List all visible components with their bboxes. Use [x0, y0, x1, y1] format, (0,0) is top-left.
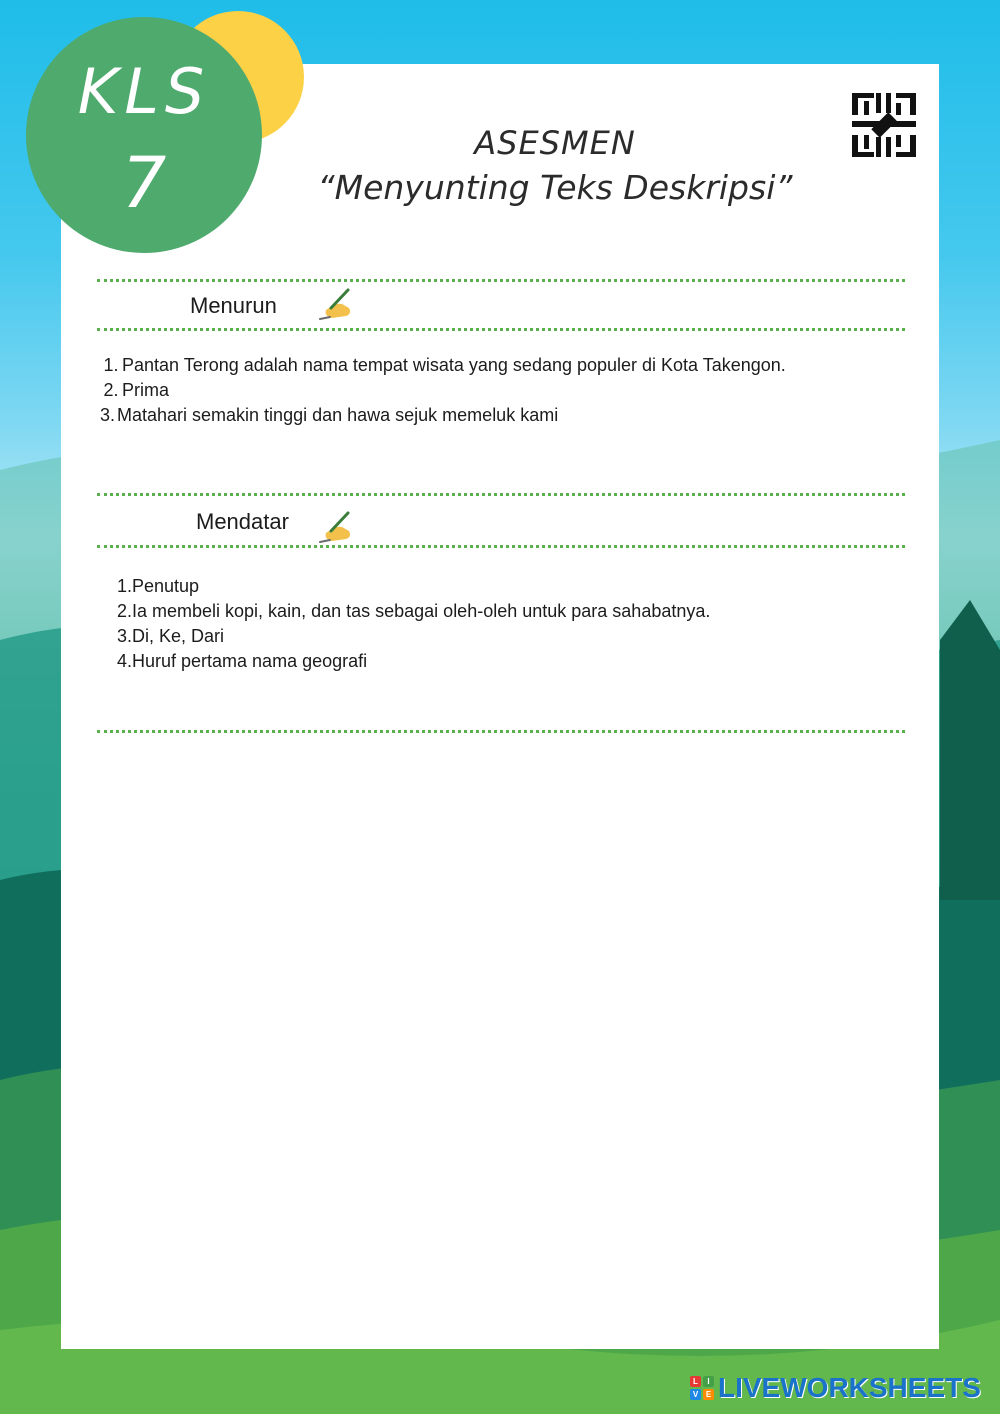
badge-line-2: 7 [121, 142, 167, 224]
list-item [116, 574, 710, 599]
item-number: 4. [116, 651, 132, 671]
item-number: 1. [103, 355, 119, 375]
list-item [100, 378, 786, 403]
divider [97, 493, 905, 496]
page-subtitle: “Menyunting Teks Deskripsi” [317, 168, 793, 207]
brand-tile: L [690, 1376, 701, 1387]
writing-hand-icon [318, 509, 354, 545]
item-text: Pantan Terong adalah nama tempat wisata yang sedang populer di Kota Takengon. [122, 355, 786, 375]
item-number: 2. [116, 601, 132, 621]
item-text: Huruf pertama nama geografi [132, 651, 368, 671]
list-item [100, 353, 786, 378]
list-item [116, 599, 710, 624]
divider [97, 279, 905, 282]
class-badge [26, 17, 262, 253]
brand-name: LIVEWORKSHEETS [718, 1372, 981, 1403]
item-text: Matahari semakin tinggi dan hawa sejuk memeluk kami [117, 405, 559, 425]
list-item [116, 649, 710, 674]
item-number: 3. [116, 626, 132, 646]
brand-logo-icon [690, 1376, 714, 1400]
liveworksheets-brand[interactable] [690, 1370, 981, 1406]
mendatar-list [116, 574, 710, 674]
badge-line-1: KLS [77, 55, 211, 128]
calligraphy-logo-icon [850, 91, 918, 159]
menurun-list [100, 353, 786, 428]
page-title: ASESMEN [474, 124, 636, 162]
item-text: Prima [122, 380, 170, 400]
item-text: Di, Ke, Dari [132, 626, 225, 646]
brand-tile: V [690, 1389, 701, 1400]
item-text: Ia membeli kopi, kain, dan tas sebagai oleh-oleh untuk para sahabatnya. [132, 601, 711, 621]
divider [97, 730, 905, 733]
item-text: Penutup [132, 576, 200, 596]
item-number: 1. [116, 576, 132, 596]
worksheet-paper [61, 64, 939, 1349]
section-label-menurun: Menurun [190, 293, 277, 318]
list-item [116, 624, 710, 649]
section-label-mendatar: Mendatar [196, 509, 289, 534]
list-item [100, 403, 786, 428]
item-number: 2. [103, 380, 119, 400]
item-number: 3. [100, 405, 116, 425]
brand-tile: E [703, 1389, 714, 1400]
brand-tile: I [703, 1376, 714, 1387]
divider [97, 545, 905, 548]
writing-hand-icon [318, 286, 354, 322]
divider [97, 328, 905, 331]
